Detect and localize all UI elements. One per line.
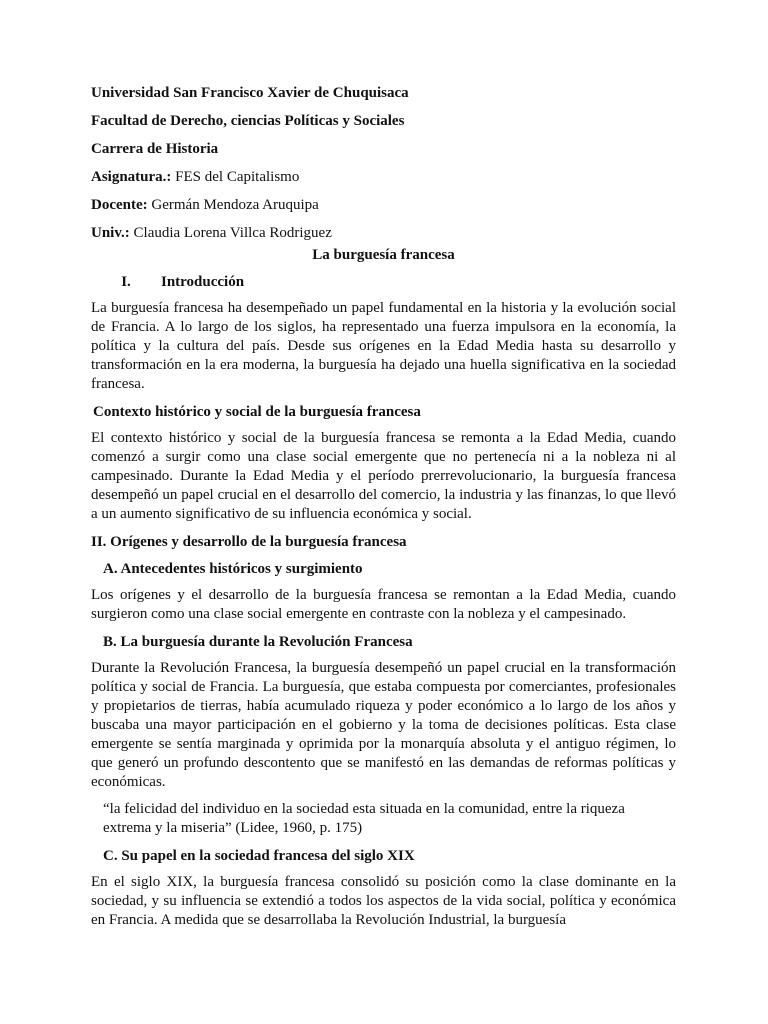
subsection-b-paragraph: Durante la Revolución Francesa, la burguesía desempeñó un papel crucial en la transformación política y social de Francia. La burguesía, que estaba compuesta por comerciantes, profesionales y propietarios de tierras, había acumulado riqueza y poder económico a lo largo de los años y buscaba una mayor participación en el gobierno y la toma de decisiones políticas. Esta clase emergente se sentía marginada y oprimida por la monarquía absoluta y el antiguo régimen, lo que generó un profundo descontento que se manifestó en las demandas de reformas políticas y económicas. [91, 660, 676, 790]
subsection-c-heading: C. Su papel en la sociedad francesa del siglo XIX [103, 848, 415, 864]
section-intro-number: I. [121, 274, 131, 290]
subject-label: Asignatura.: [91, 169, 172, 185]
context-paragraph: El contexto histórico y social de la burguesía francesa se remonta a la Edad Media, cuando comenzó a surgir como una clase social emergente que no pertenecía ni a la nobleza ni al campesinado. Durante la Edad Media y el período prerrevolucionario, la burguesía francesa desempeñó un papel crucial en el desarrollo del comercio, la industria y las finanzas, lo que llevó a un aumento significativo de su influencia económica y social. [91, 430, 676, 522]
subsection-a-paragraph: Los orígenes y el desarrollo de la burguesía francesa se remontan a la Edad Media, cuando surgieron como una clase social emergente en contraste con la nobleza y el campesinado. [91, 587, 676, 622]
context-heading: Contexto histórico y social de la burguesía francesa [93, 404, 421, 420]
student-label: Univ.: [91, 225, 130, 241]
student-value: Claudia Lorena Villca Rodriguez [133, 225, 332, 241]
faculty-name: Facultad de Derecho, ciencias Políticas y Sociales [91, 113, 405, 129]
section-intro-heading [91, 272, 676, 292]
subsection-a-heading: A. Antecedentes históricos y surgimiento [103, 561, 363, 577]
block-quote: “la felicidad del individuo en la sociedad esta situada en la comunidad, entre la riqueza extrema y la miseria” (Lidee, 1960, p. 175) [103, 801, 625, 836]
subject-line [91, 168, 676, 187]
student-line [91, 224, 676, 243]
career-name: Carrera de Historia [91, 141, 219, 157]
document-title: La burguesía francesa [312, 247, 455, 263]
origins-heading: II. Orígenes y desarrollo de la burguesía francesa [91, 534, 407, 550]
document-body [91, 84, 676, 930]
subject-value: FES del Capitalismo [175, 169, 300, 185]
intro-paragraph: La burguesía francesa ha desempeñado un papel fundamental en la historia y la evolución social de Francia. A lo largo de los siglos, ha representado una fuerza impulsora en la economía, la política y la cultura del país. Desde sus orígenes en la Edad Media hasta su desarrollo y transformación en la era moderna, la burguesía ha dejado una huella significativa en la sociedad francesa. [91, 300, 676, 392]
university-name: Universidad San Francisco Xavier de Chuquisaca [91, 85, 409, 101]
teacher-label: Docente: [91, 197, 148, 213]
teacher-line [91, 196, 676, 215]
section-intro-title: Introducción [161, 274, 245, 290]
teacher-value: Germán Mendoza Aruquipa [151, 197, 319, 213]
subsection-b-heading: B. La burguesía durante la Revolución Francesa [103, 634, 413, 650]
subsection-c-paragraph: En el siglo XIX, la burguesía francesa consolidó su posición como la clase dominante en la sociedad, y su influencia se extendió a todos los aspectos de la vida social, política y económica en Francia. A medida que se desarrollaba la Revolución Industrial, la burguesía [91, 874, 676, 928]
